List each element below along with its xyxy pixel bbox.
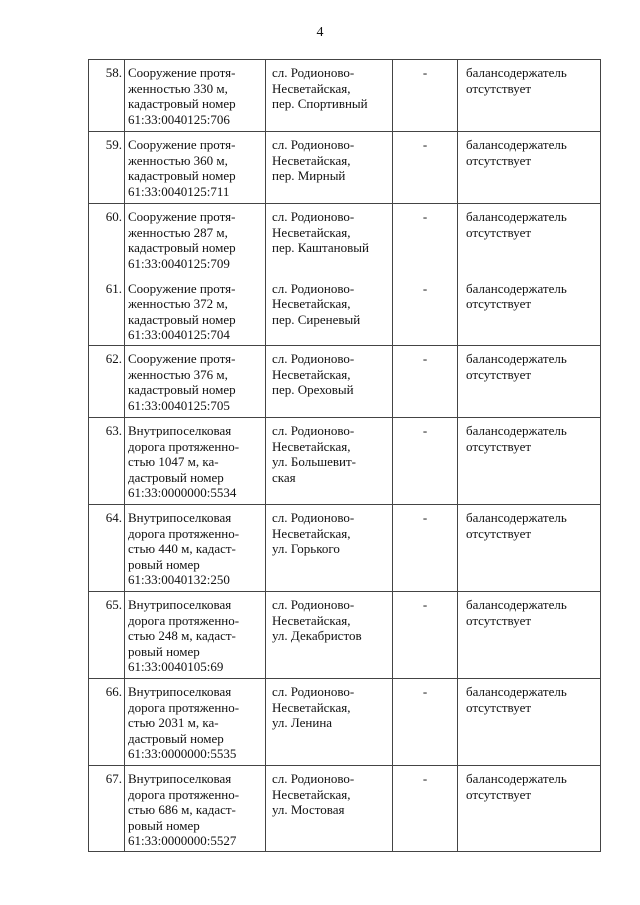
object-value-cell (393, 766, 458, 852)
object-address-line: Несветайская, (272, 366, 351, 382)
row-number: 65. (105, 597, 122, 612)
object-address-line: пер. Спортивный (272, 96, 368, 111)
holder-note-line: отсутствует (466, 699, 532, 715)
row-number-cell (89, 204, 125, 276)
object-address-line: пер. Ореховый (272, 382, 354, 397)
holder-note-line: балансодержатель (466, 209, 567, 224)
table-row (89, 766, 601, 852)
object-name-cell (125, 592, 266, 679)
holder-note-line: балансодержатель (466, 137, 567, 152)
object-address-line: ул. Большевит- (272, 454, 357, 469)
object-name-line: Сооружение протя- (128, 351, 236, 366)
object-address-line: сл. Родионово- (272, 209, 355, 224)
object-value-cell (393, 418, 458, 505)
object-name-line: стью 1047 м, ка- (128, 454, 219, 469)
holder-note-line: балансодержатель (466, 423, 567, 438)
object-value: - (422, 137, 428, 152)
object-name-line: 61:33:0040105:69 (128, 659, 224, 674)
object-address-line: сл. Родионово- (272, 280, 355, 296)
object-name-line: Внутрипоселковая (128, 597, 232, 612)
object-name-line: кадастровый номер (128, 382, 236, 397)
object-name-cell (125, 346, 266, 418)
holder-note-cell (458, 679, 601, 766)
holder-note-cell (458, 766, 601, 852)
row-number: 62. (105, 351, 122, 366)
object-name-line: кадастровый номер (128, 168, 236, 183)
object-name-cell (125, 60, 266, 132)
row-number-cell (89, 346, 125, 418)
holder-note-line: балансодержатель (466, 771, 567, 786)
object-name-line: кадастровый номер (128, 240, 236, 255)
holder-note-line: отсутствует (466, 366, 532, 382)
object-address-cell (266, 418, 393, 505)
object-name-line: стью 440 м, кадаст- (128, 541, 236, 556)
object-name-line: женностью 372 м, (128, 296, 228, 311)
table-row (89, 679, 601, 766)
holder-note-cell (458, 505, 601, 592)
object-value: - (422, 510, 428, 525)
row-number: 60. (105, 209, 122, 224)
object-name-line: 61:33:0040125:706 (128, 111, 230, 127)
object-name-line: кадастровый номер (128, 96, 236, 111)
object-name-line: Сооружение протя- (128, 137, 236, 152)
object-name-line: Внутрипоселковая (128, 771, 232, 786)
holder-note-cell (458, 60, 601, 132)
object-value: - (422, 684, 428, 699)
row-number-cell (89, 418, 125, 505)
holder-note-cell (458, 346, 601, 418)
row-number-cell (89, 276, 125, 346)
object-name-line: кадастровый номер (128, 311, 236, 327)
object-name-cell (125, 505, 266, 592)
object-address-line: сл. Родионово- (272, 684, 355, 699)
holder-note-line: балансодержатель (466, 65, 567, 80)
object-address-line: сл. Родионово- (272, 65, 355, 80)
object-address-line: ул. Декабристов (272, 628, 362, 643)
page-number: 4 (316, 25, 324, 40)
table-row (89, 592, 601, 679)
object-address-line: пер. Сиреневый (272, 311, 361, 327)
object-address-line: ул. Горького (272, 541, 340, 556)
row-number-cell (89, 679, 125, 766)
object-name-line: 61:33:0040125:711 (128, 183, 230, 199)
holder-note-line: отсутствует (466, 438, 532, 454)
object-name-line: женностью 287 м, (128, 224, 228, 240)
holder-note-line: отсутствует (466, 612, 532, 628)
object-name-line: стью 248 м, кадаст- (128, 628, 236, 643)
object-value-cell (393, 204, 458, 276)
object-name-line: 61:33:0040132:250 (128, 572, 230, 587)
object-name-line: дорога протяженно- (128, 699, 240, 715)
object-address-line: ул. Ленина (272, 715, 333, 730)
object-address-line: сл. Родионово- (272, 351, 355, 366)
object-address-line: Несветайская, (272, 525, 351, 541)
object-address-line: пер. Мирный (272, 168, 346, 183)
row-number: 64. (105, 510, 122, 525)
object-name-line: 61:33:0040125:709 (128, 255, 230, 271)
object-address-cell (266, 60, 393, 132)
object-name-line: стью 686 м, кадаст- (128, 802, 236, 817)
table-row (89, 204, 601, 276)
holder-note-line: отсутствует (466, 152, 532, 168)
object-value: - (422, 65, 428, 80)
registry-body (89, 60, 601, 852)
object-name-cell (125, 418, 266, 505)
table-row (89, 276, 601, 346)
holder-note-line: балансодержатель (466, 597, 567, 612)
object-address-line: сл. Родионово- (272, 771, 355, 786)
holder-note-line: отсутствует (466, 296, 532, 311)
object-value-cell (393, 346, 458, 418)
row-number: 63. (105, 423, 122, 438)
object-address-cell (266, 766, 393, 852)
object-address-line: сл. Родионово- (272, 510, 355, 525)
object-name-line: дорога протяженно- (128, 438, 240, 454)
object-address-cell (266, 132, 393, 204)
holder-note-cell (458, 276, 601, 346)
object-address-line: Несветайская, (272, 80, 351, 96)
object-name-line: дорога протяженно- (128, 612, 240, 628)
object-address-line: сл. Родионово- (272, 423, 355, 438)
table-row (89, 346, 601, 418)
holder-note-line: отсутствует (466, 786, 532, 802)
property-registry-table (88, 59, 601, 852)
object-name-line: дорога протяженно- (128, 786, 240, 802)
object-value-cell (393, 505, 458, 592)
object-address-line: Несветайская, (272, 786, 351, 802)
object-name-cell (125, 276, 266, 346)
holder-note-line: балансодержатель (466, 510, 567, 525)
object-name-line: ровый номер (128, 556, 200, 572)
object-value-cell (393, 592, 458, 679)
holder-note-line: балансодержатель (466, 280, 567, 296)
table-row (89, 60, 601, 132)
row-number-cell (89, 766, 125, 852)
row-number: 67. (105, 771, 122, 786)
holder-note-line: отсутствует (466, 525, 532, 541)
object-name-line: 61:33:0040125:704 (128, 327, 230, 342)
object-name-cell (125, 766, 266, 852)
object-name-line: дорога протяженно- (128, 525, 240, 541)
object-value: - (422, 771, 428, 786)
row-number-cell (89, 505, 125, 592)
object-value: - (422, 280, 428, 296)
object-address-line: Несветайская, (272, 152, 351, 168)
object-name-line: дастровый номер (128, 469, 224, 485)
object-name-line: 61:33:0000000:5535 (128, 746, 237, 761)
row-number-cell (89, 592, 125, 679)
holder-note-cell (458, 592, 601, 679)
object-name-line: Сооружение протя- (128, 209, 236, 224)
object-address-line: пер. Каштановый (272, 240, 369, 255)
object-value-cell (393, 132, 458, 204)
object-value-cell (393, 60, 458, 132)
object-name-cell (125, 204, 266, 276)
object-name-line: Сооружение протя- (128, 65, 236, 80)
object-value: - (422, 597, 428, 612)
object-name-line: 61:33:0000000:5527 (128, 833, 237, 848)
object-address-line: Несветайская, (272, 438, 351, 454)
object-name-line: женностью 360 м, (128, 152, 228, 168)
object-address-line: ская (272, 469, 296, 485)
object-name-line: Внутрипоселковая (128, 684, 232, 699)
object-name-line: ровый номер (128, 643, 200, 659)
object-name-line: дастровый номер (128, 730, 224, 746)
object-name-line: Внутрипоселковая (128, 510, 232, 525)
holder-note-line: отсутствует (466, 224, 532, 240)
object-address-line: ул. Мостовая (272, 802, 345, 817)
table-row (89, 132, 601, 204)
object-value: - (422, 423, 428, 438)
row-number-cell (89, 60, 125, 132)
table-row (89, 505, 601, 592)
object-value-cell (393, 276, 458, 346)
holder-note-line: отсутствует (466, 80, 532, 96)
object-name-cell (125, 679, 266, 766)
row-number: 66. (105, 684, 122, 699)
object-address-cell (266, 679, 393, 766)
object-address-line: сл. Родионово- (272, 597, 355, 612)
object-address-line: Несветайская, (272, 699, 351, 715)
object-name-line: 61:33:0040125:705 (128, 397, 230, 413)
holder-note-cell (458, 132, 601, 204)
object-address-line: сл. Родионово- (272, 137, 355, 152)
holder-note-line: балансодержатель (466, 351, 567, 366)
row-number: 61. (105, 280, 122, 296)
object-address-cell (266, 204, 393, 276)
object-address-cell (266, 505, 393, 592)
object-address-cell (266, 276, 393, 346)
object-value-cell (393, 679, 458, 766)
object-name-line: ровый номер (128, 817, 200, 833)
object-value: - (422, 209, 428, 224)
row-number-cell (89, 132, 125, 204)
object-name-cell (125, 132, 266, 204)
object-address-line: Несветайская, (272, 296, 351, 311)
object-name-line: стью 2031 м, ка- (128, 715, 219, 730)
object-value: - (422, 351, 428, 366)
object-address-cell (266, 346, 393, 418)
object-name-line: Внутрипоселковая (128, 423, 232, 438)
holder-note-cell (458, 204, 601, 276)
holder-note-cell (458, 418, 601, 505)
object-address-line: Несветайская, (272, 612, 351, 628)
row-number: 58. (105, 65, 122, 80)
object-address-cell (266, 592, 393, 679)
object-name-line: Сооружение протя- (128, 280, 236, 296)
object-address-line: Несветайская, (272, 224, 351, 240)
row-number: 59. (105, 137, 122, 152)
object-name-line: женностью 330 м, (128, 80, 228, 96)
object-name-line: 61:33:0000000:5534 (128, 485, 237, 500)
object-name-line: женностью 376 м, (128, 366, 228, 382)
holder-note-line: балансодержатель (466, 684, 567, 699)
table-row (89, 418, 601, 505)
